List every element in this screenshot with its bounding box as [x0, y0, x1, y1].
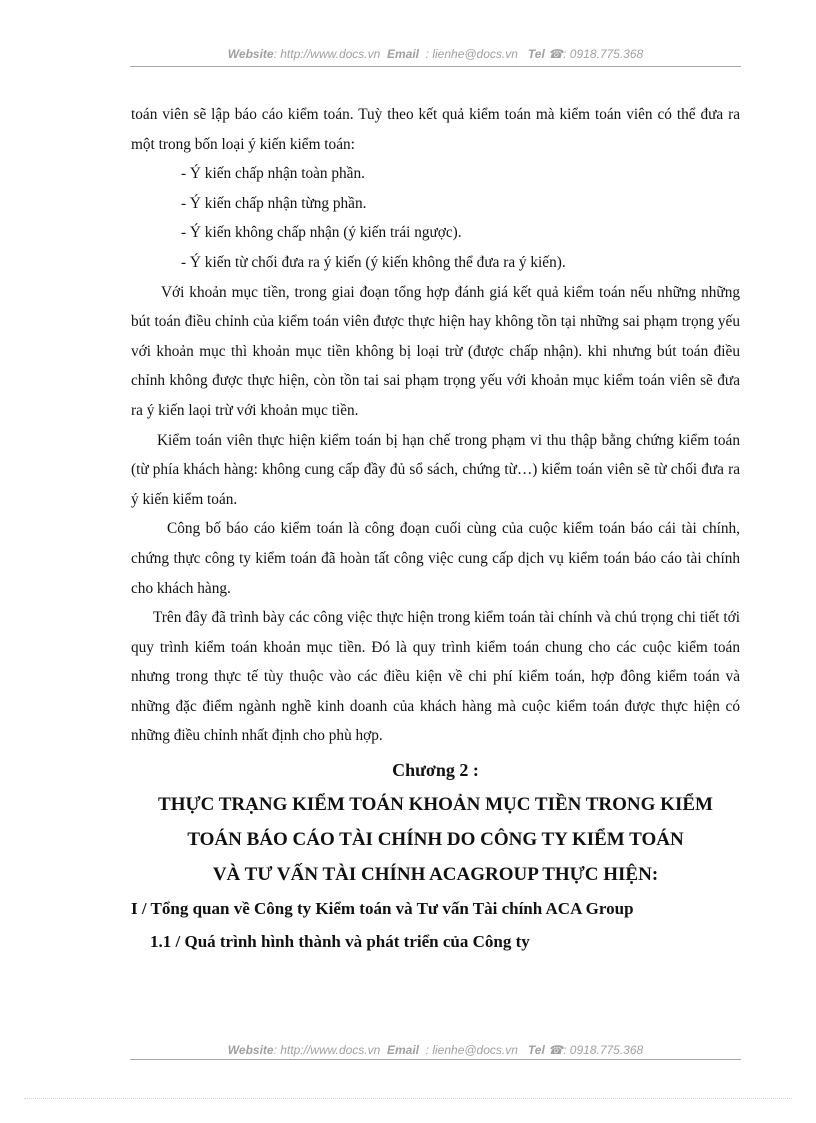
subsection-heading: 1.1 / Quá trình hình thành và phát triển của Công ty	[150, 932, 530, 952]
footer-email-label: Email	[386, 1043, 419, 1057]
header-email-label: Email	[386, 47, 419, 61]
header-tel-label: Tel	[527, 47, 545, 61]
header-divider	[130, 66, 741, 67]
chapter-title-line: VÀ TƯ VẤN TÀI CHÍNH ACAGROUP THỰC HIỆN:	[212, 864, 659, 886]
page-footer	[130, 1043, 741, 1057]
header-website-label: Website	[227, 47, 274, 61]
page-body	[131, 100, 740, 958]
footer-divider	[130, 1059, 741, 1060]
list-item: - Ý kiến chấp nhận toàn phần.	[181, 165, 365, 183]
header-website-value: : http://www.docs.vn	[273, 47, 381, 61]
phone-icon: ☎	[548, 1043, 564, 1057]
paragraph-audit-report: toán viên sẽ lập báo cáo kiểm toán. Tuỳ theo kết quả kiểm toán mà kiểm toán viên có thể đưa ra một trong bốn loại ý kiến kiểm toán:	[131, 106, 740, 153]
footer-website-label: Website	[227, 1043, 274, 1057]
footer-tel-label: Tel	[527, 1043, 545, 1057]
paragraph-summary: Trên đây đã trình bày các công việc thực hiện trong kiểm toán tài chính và chú trọng chi tiết tới quy trình kiểm toán khoản mục tiền. Đó là quy trình kiểm toán chung cho các cuộc kiểm toán nhưng trong thực tế tùy thuộc vào các điều kiện về chi phí kiểm toán, hợp đông kiểm toán và những đặc điểm ngành nghề kinh doanh của khách hàng mà cuộc kiểm toán được thực hiện có những điều chỉnh nhất định cho phù hợp.	[131, 609, 740, 745]
section-heading: I / Tổng quan về Công ty Kiểm toán và Tư vấn Tài chính ACA Group	[131, 899, 634, 919]
header-email-value: : lienhe@docs.vn	[425, 47, 518, 61]
footer-website-value: : http://www.docs.vn	[273, 1043, 381, 1057]
list-item: - Ý kiến chấp nhận từng phần.	[181, 194, 367, 212]
paragraph-cash-item: Với khoản mục tiền, trong giai đoạn tổng hợp đánh giá kết quả kiểm toán nếu những những bút toán điều chỉnh của kiểm toán viên được thực hiện hay không tồn tại những sai phạm trọng yếu với khoản mục thì khoản mục tiền không bị loại trừ (được chấp nhận). khi nhưng bút toán điều chỉnh không được thực hiện, còn tồn tai sai phạm trọng yếu với khoản mục kiểm toán viên sẽ đưa ra ý kiến laọi trừ với khoản mục tiền.	[131, 283, 740, 419]
paragraph-report-publication: Công bố báo cáo kiểm toán là công đoạn cuối cùng của cuộc kiểm toán báo cái tài chính, chứng thực công ty kiểm toán đã hoàn tất công việc cung cấp dịch vụ kiểm toán báo cáo tài chính cho khách hàng.	[131, 520, 740, 597]
header-tel-value: : 0918.775.368	[563, 47, 644, 61]
footer-tel-value: : 0918.775.368	[563, 1043, 644, 1057]
page-bottom-dotted-line	[24, 1098, 792, 1099]
page-header	[130, 47, 741, 61]
phone-icon: ☎	[548, 47, 564, 61]
chapter-title-line: TOÁN BÁO CÁO TÀI CHÍNH DO CÔNG TY KIỂM TOÁN	[187, 829, 684, 851]
chapter-title-line: THỰC TRẠNG KIỂM TOÁN KHOẢN MỤC TIỀN TRONG KIỂM	[158, 794, 713, 816]
list-item: - Ý kiến từ chối đưa ra ý kiến (ý kiến không thể đưa ra ý kiến).	[181, 253, 566, 271]
list-item: - Ý kiến không chấp nhận (ý kiến trái ngược).	[181, 224, 462, 242]
chapter-label: Chương 2 :	[392, 760, 479, 781]
paragraph-scope-limitation: Kiểm toán viên thực hiện kiểm toán bị hạn chế trong phạm vi thu thập bằng chứng kiểm toán (từ phía khách hàng: không cung cấp đầy đủ sổ sách, chứng từ…) kiểm toán viên sẽ từ chối đưa ra ý kiến kiểm toán.	[131, 431, 740, 508]
footer-email-value: : lienhe@docs.vn	[425, 1043, 518, 1057]
